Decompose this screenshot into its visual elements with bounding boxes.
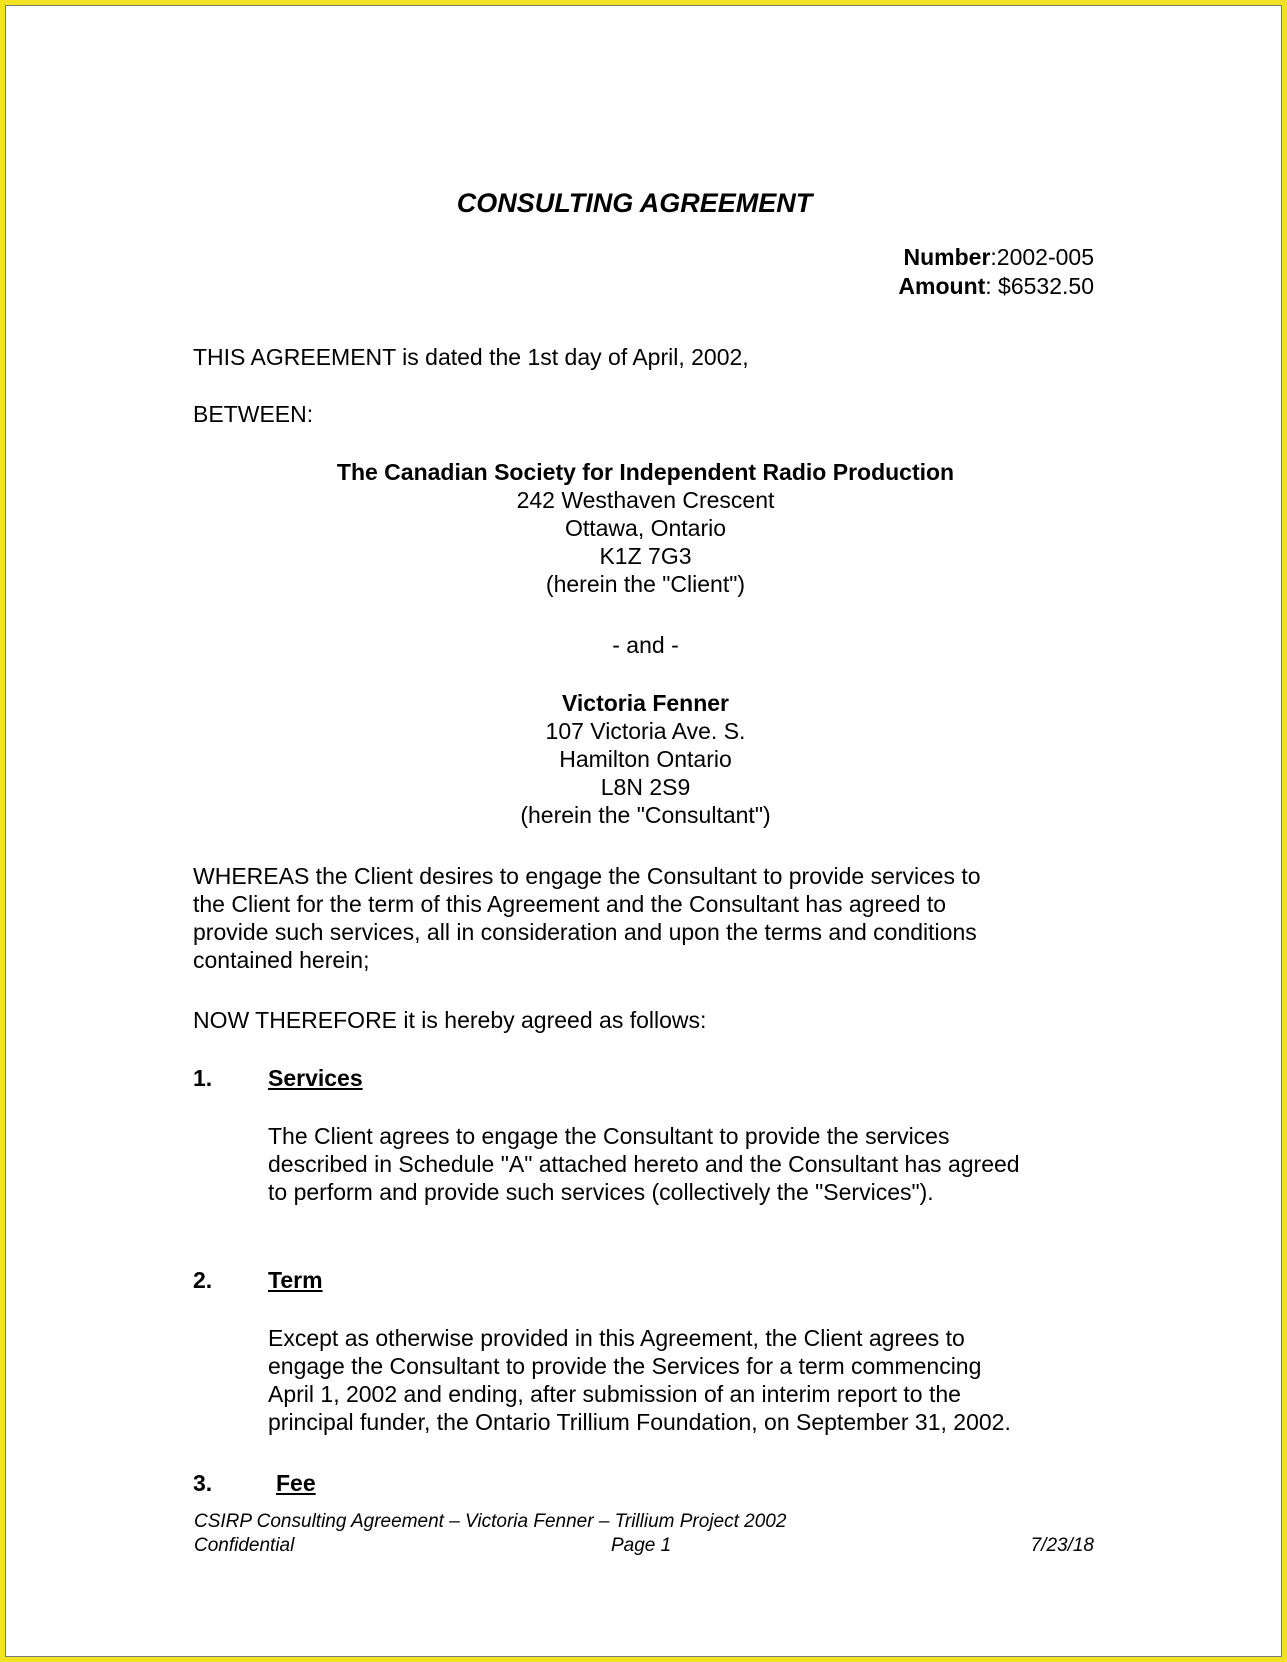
section-2-body	[268, 1324, 1098, 1436]
dated-paragraph: THIS AGREEMENT is dated the 1st day of April, 2002,	[193, 344, 749, 370]
whereas-line: provide such services, all in consideration and upon the terms and conditions	[193, 919, 977, 945]
consultant-block	[193, 689, 1098, 829]
section-2-line: principal funder, the Ontario Trillium Foundation, on September 31, 2002.	[268, 1409, 1011, 1435]
section-2-line: engage the Consultant to provide the Services for a term commencing	[268, 1353, 982, 1379]
amount-value: : $6532.50	[985, 273, 1094, 299]
client-name: The Canadian Society for Independent Radio Production	[336, 459, 955, 485]
section-1-line: The Client agrees to engage the Consultant to provide the services	[268, 1123, 950, 1149]
between-label: BETWEEN:	[193, 401, 314, 427]
whereas-line: WHEREAS the Client desires to engage the Consultant to provide services to	[193, 863, 981, 889]
and-separator: - and -	[612, 632, 679, 658]
client-block	[193, 458, 1098, 598]
amount-label: Amount	[898, 273, 986, 299]
footer-document-title: CSIRP Consulting Agreement – Victoria Fenner – Trillium Project 2002	[194, 1511, 787, 1532]
consultant-name: Victoria Fenner	[561, 690, 730, 716]
consultant-address-line2: Hamilton Ontario	[559, 746, 732, 772]
whereas-line: the Client for the term of this Agreement and the Consultant has agreed to	[193, 891, 947, 917]
document-title: CONSULTING AGREEMENT	[456, 188, 813, 218]
section-2-title: Term	[268, 1267, 323, 1293]
consultant-postal-code: L8N 2S9	[600, 774, 691, 800]
agreement-amount	[898, 272, 1094, 300]
agreement-number	[904, 243, 1095, 271]
footer-confidential: Confidential	[194, 1535, 295, 1556]
section-2-line: April 1, 2002 and ending, after submission of an interim report to the	[268, 1381, 961, 1407]
section-2-number: 2.	[193, 1267, 213, 1293]
section-1-title: Services	[268, 1065, 363, 1091]
whereas-paragraph	[193, 862, 1098, 974]
client-postal-code: K1Z 7G3	[599, 543, 692, 569]
section-1-line: to perform and provide such services (collectively the "Services").	[268, 1179, 934, 1205]
footer-page-number: Page 1	[611, 1535, 672, 1556]
section-3-title: Fee	[276, 1470, 316, 1496]
section-1-body	[268, 1122, 1098, 1206]
footer-date: 7/23/18	[1030, 1535, 1094, 1556]
now-therefore-paragraph: NOW THEREFORE it is hereby agreed as follows:	[193, 1007, 707, 1033]
number-value: :2002-005	[990, 244, 1094, 270]
consultant-address-line1: 107 Victoria Ave. S.	[545, 718, 746, 744]
section-1-number: 1.	[193, 1065, 213, 1091]
number-label: Number	[903, 244, 991, 270]
client-address-line2: Ottawa, Ontario	[564, 515, 727, 541]
client-role: (herein the "Client")	[545, 571, 746, 597]
consultant-role: (herein the "Consultant")	[520, 802, 771, 828]
section-3-number: 3.	[193, 1470, 213, 1496]
client-address-line1: 242 Westhaven Crescent	[516, 487, 775, 513]
whereas-line: contained herein;	[193, 947, 370, 973]
section-1-line: described in Schedule "A" attached hereto and the Consultant has agreed	[268, 1151, 1020, 1177]
section-2-line: Except as otherwise provided in this Agreement, the Client agrees to	[268, 1325, 965, 1351]
